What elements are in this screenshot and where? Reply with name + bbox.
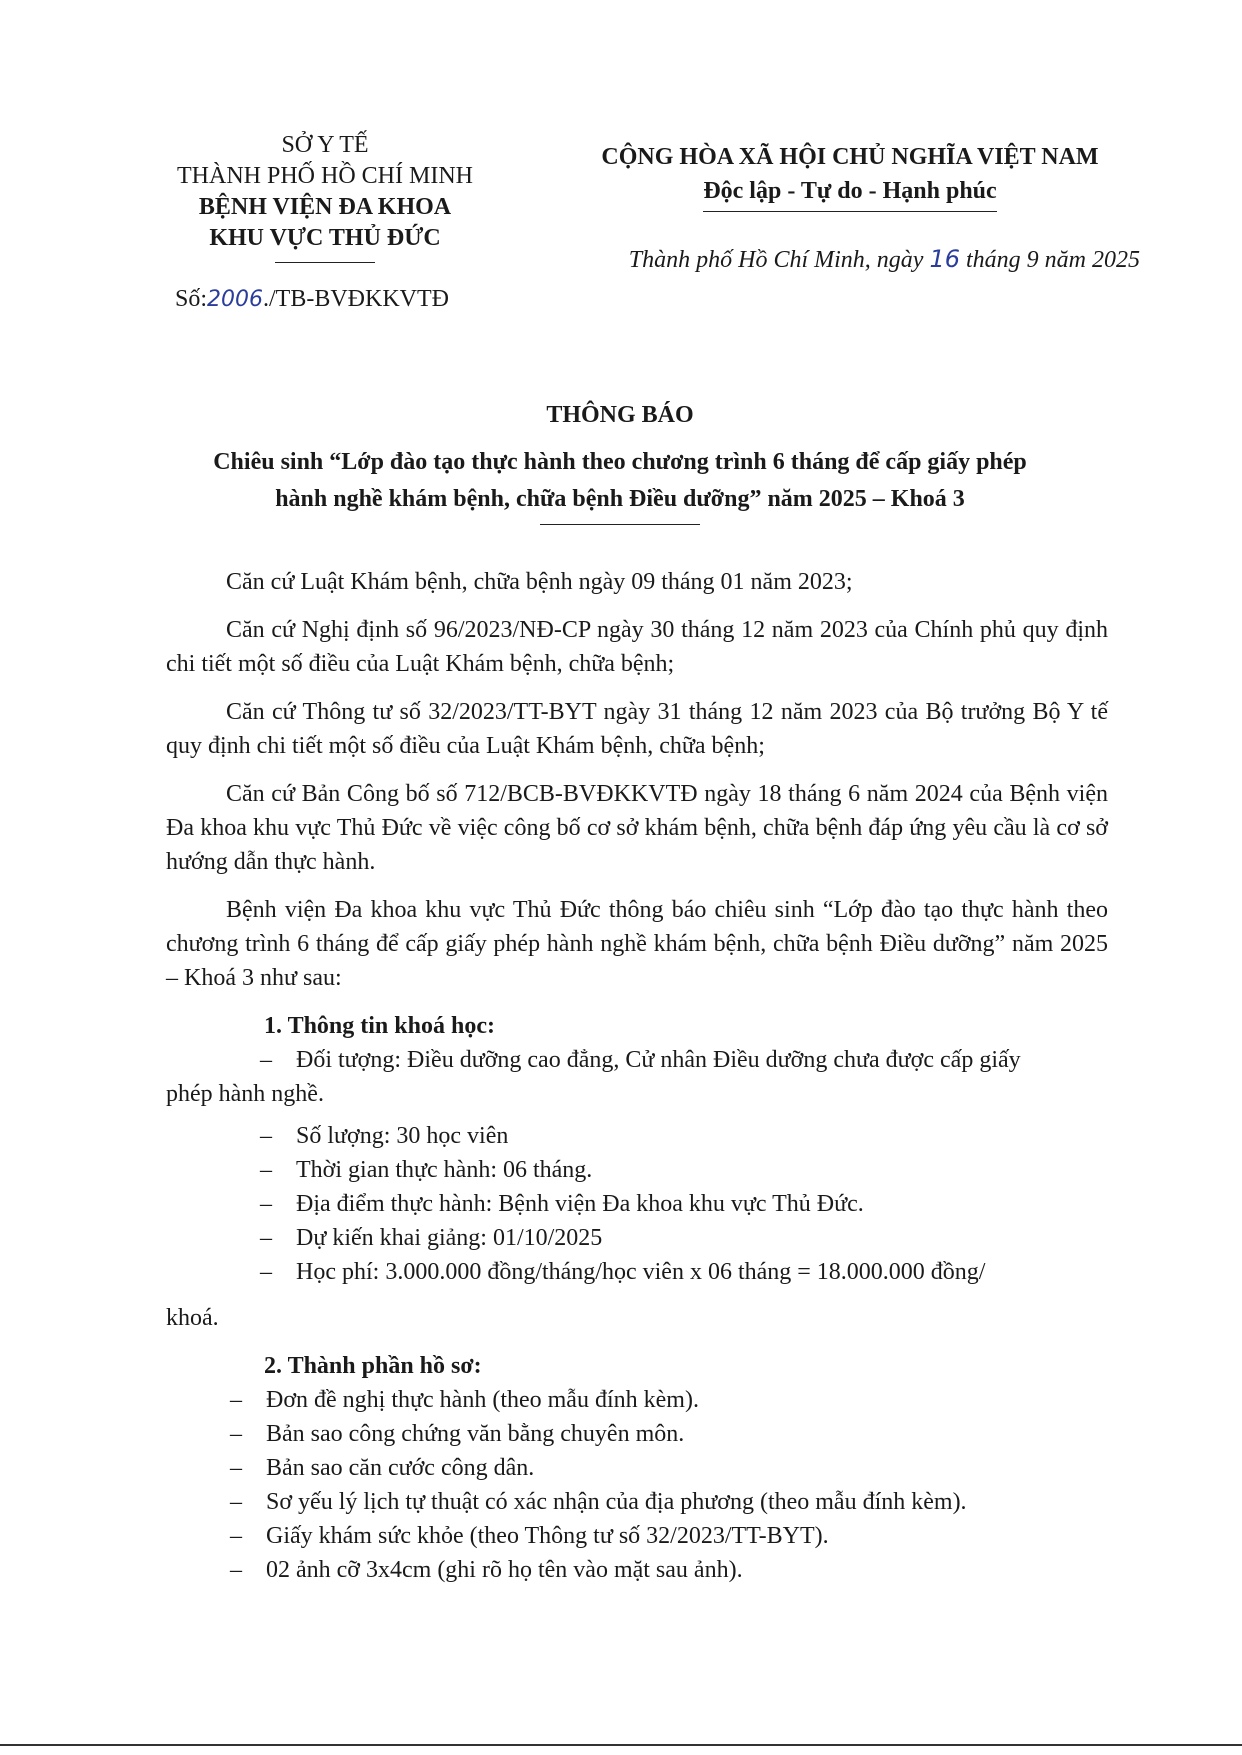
notice-title-block (120, 397, 1120, 525)
notice-subtitle-line-1: Chiêu sinh “Lớp đào tạo thực hành theo chương trình 6 tháng để cấp giấy phép (213, 449, 1027, 475)
title-underline (540, 524, 700, 525)
issue-date (565, 245, 1140, 274)
legal-basis-2: Căn cứ Nghị định số 96/2023/NĐ-CP ngày 30 tháng 12 năm 2023 của Chính phủ quy định chi tiết một số điều của Luật Khám bệnh, chữa bệnh; (166, 617, 1108, 677)
document-item: – Sơ yếu lý lịch tự thuật có xác nhận của địa phương (theo mẫu đính kèm). (230, 1489, 967, 1515)
notice-body (166, 565, 1108, 1587)
document-number-prefix: Số: (175, 286, 208, 312)
course-item-quantity: – Số lượng: 30 học viên (260, 1123, 509, 1149)
course-item-tuition-cont: khoá. (166, 1305, 219, 1331)
agency-line-4: KHU VỰC THỦ ĐỨC (209, 225, 441, 251)
course-item-target: – Đối tượng: Điều dưỡng cao đẳng, Cử nhân Điều dưỡng chưa được cấp giấy (260, 1047, 1021, 1073)
course-item-location: – Địa điểm thực hành: Bệnh viện Đa khoa khu vực Thủ Đức. (260, 1191, 864, 1217)
course-item-duration: – Thời gian thực hành: 06 tháng. (260, 1157, 593, 1183)
document-item: – Đơn đề nghị thực hành (theo mẫu đính kèm). (230, 1387, 699, 1413)
date-prefix: Thành phố Hồ Chí Minh, ngày (628, 247, 930, 273)
agency-line-1: SỞ Y TẾ (281, 132, 369, 158)
issuing-agency-block (160, 130, 490, 263)
national-header (560, 140, 1140, 212)
notice-heading: THÔNG BÁO (546, 402, 694, 428)
section-course-info-heading: 1. Thông tin khoá học: (264, 1013, 495, 1039)
course-item-target-cont: phép hành nghề. (166, 1081, 324, 1107)
nation-title: CỘNG HÒA XÃ HỘI CHỦ NGHĨA VIỆT NAM (601, 144, 1099, 170)
document-item: – 02 ảnh cỡ 3x4cm (ghi rõ họ tên vào mặt sau ảnh). (230, 1557, 743, 1583)
section-documents-heading: 2. Thành phần hồ sơ: (264, 1353, 482, 1379)
legal-basis-4: Căn cứ Bản Công bố số 712/BCB-BVĐKKVTĐ ngày 18 tháng 6 năm 2024 của Bệnh viện Đa khoa khu vực Thủ Đức về việc công bố cơ sở khám bệnh, chữa bệnh đáp ứng yêu cầu là cơ sở hướng dẫn thực hành. (166, 781, 1108, 875)
date-day-handwritten: 16 (929, 245, 960, 273)
document-number (175, 286, 449, 313)
notice-subtitle-line-2: hành nghề khám bệnh, chữa bệnh Điều dưỡng” năm 2025 – Khoá 3 (275, 486, 965, 512)
legal-basis-1: Căn cứ Luật Khám bệnh, chữa bệnh ngày 09 tháng 01 năm 2023; (226, 569, 853, 595)
national-motto: Độc lập - Tự do - Hạnh phúc (703, 174, 996, 212)
course-item-start-date: – Dự kiến khai giảng: 01/10/2025 (260, 1225, 603, 1251)
announcement-paragraph: Bệnh viện Đa khoa khu vực Thủ Đức thông báo chiêu sinh “Lớp đào tạo thực hành theo chương trình 6 tháng để cấp giấy phép hành nghề khám bệnh, chữa bệnh Điều dưỡng” năm 2025 – Khoá 3 như sau: (166, 897, 1108, 991)
agency-line-2: THÀNH PHỐ HỒ CHÍ MINH (177, 163, 473, 189)
document-number-handwritten: 2006 (207, 287, 264, 312)
document-item: – Giấy khám sức khỏe (theo Thông tư số 32/2023/TT-BYT). (230, 1523, 829, 1549)
document-item: – Bản sao căn cước công dân. (230, 1455, 535, 1481)
agency-line-3: BỆNH VIỆN ĐA KHOA (198, 194, 452, 220)
document-number-suffix: ./TB-BVĐKKVTĐ (263, 286, 450, 312)
course-item-tuition: – Học phí: 3.000.000 đồng/tháng/học viên x 06 tháng = 18.000.000 đồng/ (260, 1259, 986, 1285)
scan-bottom-edge (0, 1744, 1242, 1746)
legal-basis-3: Căn cứ Thông tư số 32/2023/TT-BYT ngày 31 tháng 12 năm 2023 của Bộ trưởng Bộ Y tế quy định chi tiết một số điều của Luật Khám bệnh, chữa bệnh; (166, 699, 1108, 759)
agency-underline (275, 262, 375, 263)
document-item: – Bản sao công chứng văn bằng chuyên môn. (230, 1421, 685, 1447)
date-suffix: tháng 9 năm 2025 (960, 247, 1140, 273)
